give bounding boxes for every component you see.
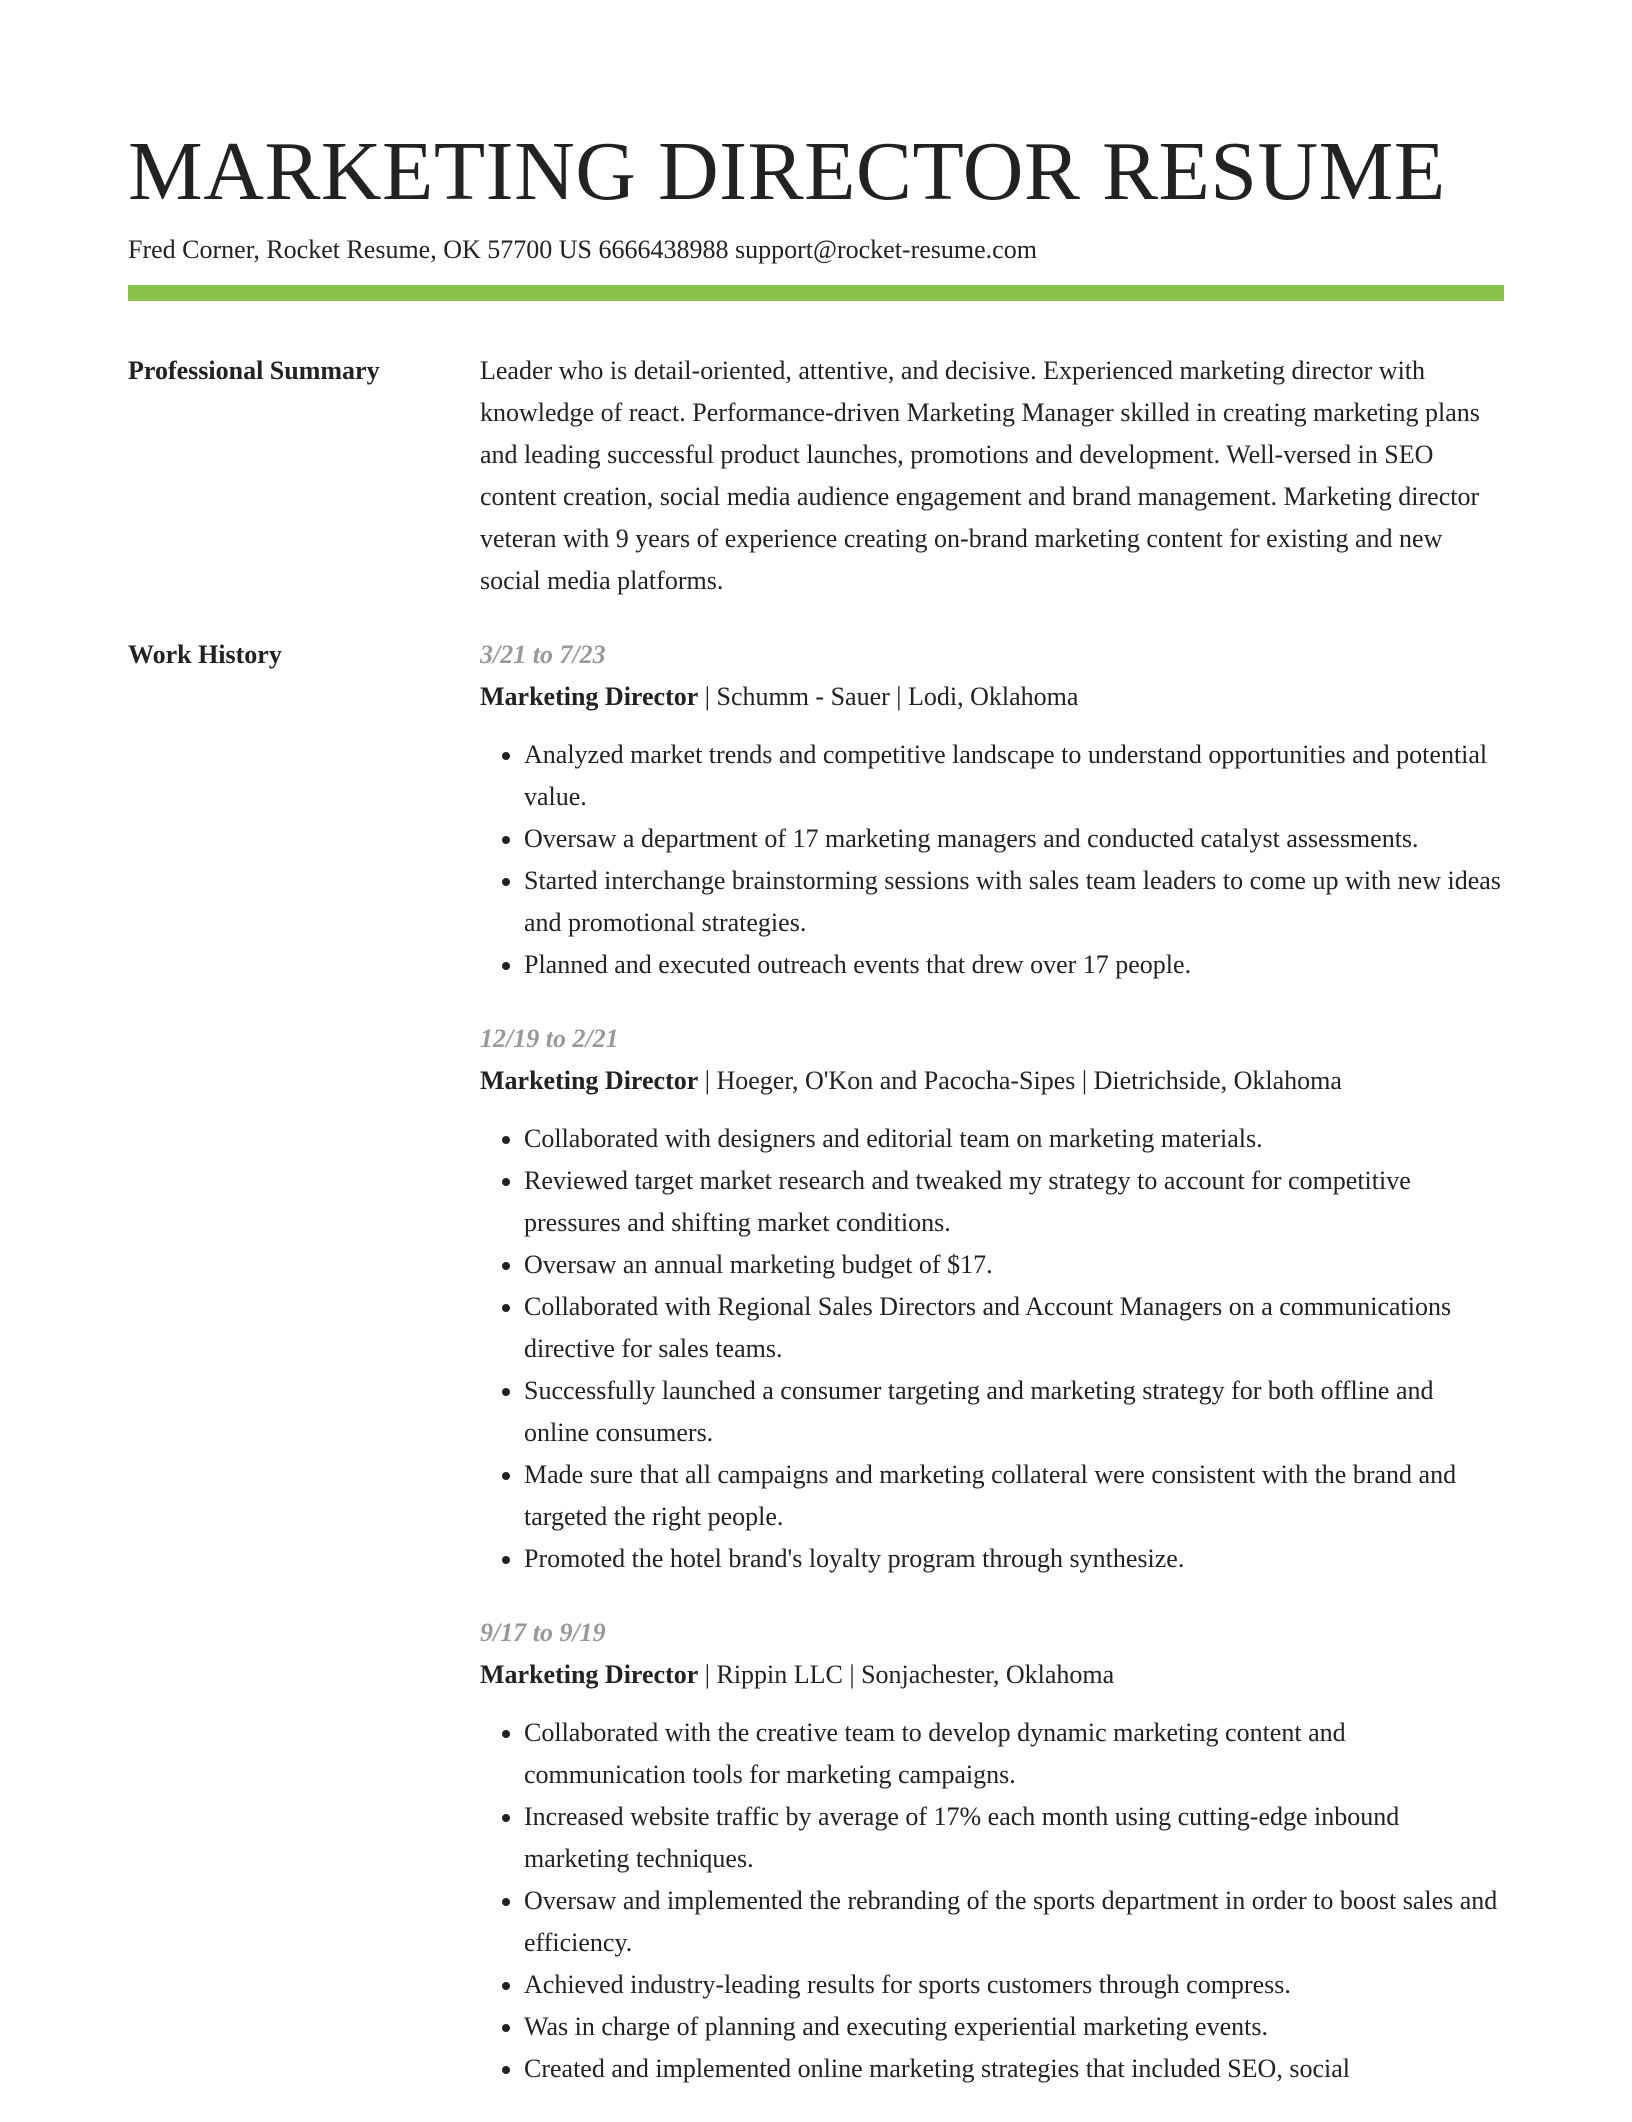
summary-text: Leader who is detail-oriented, attentive, and decisive. Experienced marketing director with knowledge of react. Performance-driven Marketing Manager skilled in creating marketing plans and leading successful product launches, promotions and development. Well-versed in SEO content creation, social media audience engagement and brand management. Marketing director veteran with 9 years of experience creating on-brand marketing content for existing and new social media platforms. <box>480 356 1480 595</box>
job-bullet: • Collaborated with designers and editorial team on marketing materials. <box>524 1118 1504 1160</box>
job-dates: 3/21 to 7/23 <box>480 640 606 669</box>
job-bullet: • Collaborated with the creative team to develop dynamic marketing content and communication tools for marketing campaigns. <box>524 1712 1504 1796</box>
job-heading <box>480 1654 1504 1696</box>
job-heading <box>480 676 1504 718</box>
job-bullet-list <box>480 734 1504 986</box>
job-heading <box>480 1060 1504 1102</box>
contact-line: Fred Corner, Rocket Resume, OK 57700 US 6666438988 support@rocket-resume.com <box>128 235 1037 264</box>
job-entry <box>480 1612 1504 2090</box>
accent-divider <box>128 285 1504 301</box>
job-bullet: • Planned and executed outreach events that drew over 17 people. <box>524 944 1504 986</box>
job-bullet: • Oversaw and implemented the rebranding of the sports department in order to boost sales and efficiency. <box>524 1880 1504 1964</box>
job-bullet: • Successfully launched a consumer targeting and marketing strategy for both offline and online consumers. <box>524 1370 1504 1454</box>
job-bullet: • Promoted the hotel brand's loyalty program through synthesize. <box>524 1538 1504 1580</box>
job-bullet: • Achieved industry-leading results for sports customers through compress. <box>524 1964 1504 2006</box>
job-title: Marketing Director <box>480 682 699 711</box>
job-dates: 12/19 to 2/21 <box>480 1024 619 1053</box>
job-entry <box>480 1018 1504 1580</box>
job-bullet: • Started interchange brainstorming sessions with sales team leaders to come up with new ideas and promotional strategies. <box>524 860 1504 944</box>
job-title: Marketing Director <box>480 1066 699 1095</box>
job-employer-location: | Hoeger, O'Kon and Pacocha-Sipes | Dietrichside, Oklahoma <box>698 1066 1342 1095</box>
job-bullet: • Made sure that all campaigns and marketing collateral were consistent with the brand and targeted the right people. <box>524 1454 1504 1538</box>
job-bullet: • Oversaw an annual marketing budget of $17. <box>524 1244 1504 1286</box>
summary-heading: Professional Summary <box>128 356 380 385</box>
job-dates: 9/17 to 9/19 <box>480 1618 606 1647</box>
job-bullet: • Analyzed market trends and competitive landscape to understand opportunities and potential value. <box>524 734 1504 818</box>
job-bullet: • Created and implemented online marketing strategies that included SEO, social <box>524 2048 1504 2090</box>
job-bullet-list <box>480 1712 1504 2090</box>
job-bullet: • Oversaw a department of 17 marketing managers and conducted catalyst assessments. <box>524 818 1504 860</box>
job-bullet: • Collaborated with Regional Sales Directors and Account Managers on a communications directive for sales teams. <box>524 1286 1504 1370</box>
work-history-list <box>480 634 1504 2122</box>
resume-title: MARKETING DIRECTOR RESUME <box>128 125 1446 218</box>
job-title: Marketing Director <box>480 1660 699 1689</box>
job-bullet: • Was in charge of planning and executing experiential marketing events. <box>524 2006 1504 2048</box>
job-entry <box>480 634 1504 986</box>
job-employer-location: | Rippin LLC | Sonjachester, Oklahoma <box>698 1660 1115 1689</box>
work-history-heading: Work History <box>128 640 282 669</box>
job-bullet: • Increased website traffic by average of 17% each month using cutting-edge inbound marketing techniques. <box>524 1796 1504 1880</box>
job-employer-location: | Schumm - Sauer | Lodi, Oklahoma <box>698 682 1079 711</box>
job-bullet: • Reviewed target market research and tweaked my strategy to account for competitive pressures and shifting market conditions. <box>524 1160 1504 1244</box>
job-bullet-list <box>480 1118 1504 1580</box>
summary-body <box>480 350 1504 602</box>
